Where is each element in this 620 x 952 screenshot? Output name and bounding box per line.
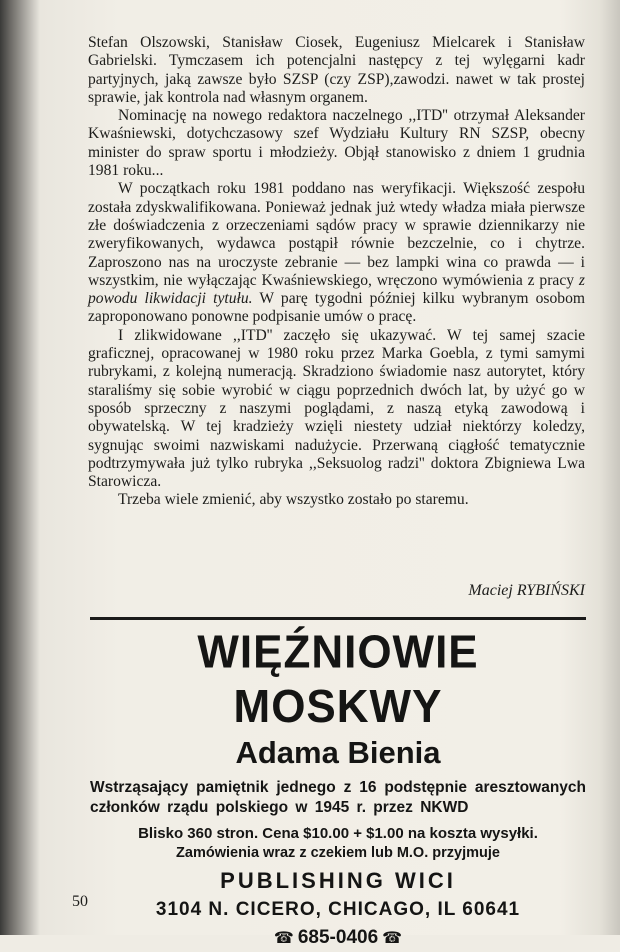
phone-icon: ☎	[273, 930, 294, 947]
article-text: W początkach roku 1981 poddano nas weryfikacji. Większość zespołu została zdyskwalifikowana. Ponieważ jednak już wtedy władza miała pierwsze złe doświadczenia z orzeczeniami sądów pracy w sprawie dziennikarzy nie zweryfikowanych, wydawca postąpił równie bezczelnie, co i chytrze. Zaproszono nas na uroczyste zebranie — bez lampki wina co prawda — i wszystkim, nie wyłączając Kwaśniewskiego, wręczono wymówienia z pracy	[88, 180, 585, 289]
article-paragraph: Stefan Olszowski, Stanisław Ciosek, Eugeniusz Mielcarek i Stanisław Gabrielski. Tymczasem ich potencjalni następcy z tej wylęgarni kadr partyjnych, jaką zawsze było SZSP (czy ZSP),zawodzi. nawet w tak prostej sprawie, jak kontrola nad własnym organem.	[88, 34, 585, 106]
ad-price: Blisko 360 stron. Cena $10.00 + $1.00 na koszta wysyłki.	[138, 825, 538, 842]
ad-publisher: PUBLISHING WICI	[220, 868, 456, 893]
book-advertisement	[90, 628, 586, 952]
page-number: 50	[72, 893, 88, 910]
phone-icon: ☎	[382, 930, 403, 947]
article-emphasis: z powodu likwidacji tytułu.	[88, 271, 585, 308]
article-paragraph: Nominację na nowego redaktora naczelnego ,,ITD'' otrzymał Aleksander Kwaśniewski, dotychczasowy szef Wydziału Kultury RN SZSP, obecny minister do spraw sportu i młodzieży. Objął stanowisko z dniem 1 grudnia 1981 roku...	[88, 107, 585, 180]
ad-book-title: WIĘŹNIOWIE MOSKWY	[197, 626, 479, 733]
article-text: W parę tygodni później kilku wybranym osobom zaproponowano ponowne podpisanie umów o pracę.	[88, 290, 586, 326]
article-paragraph: Trzeba wiele zmienić, aby wszystko zostało po staremu.	[118, 491, 469, 509]
article-paragraph	[88, 180, 585, 326]
ad-phone-number: 685-0406	[297, 927, 379, 948]
article-paragraph: I zlikwidowane ,,ITD'' zaczęło się ukazywać. W tej samej szacie graficznej, opracowanej w 1980 roku przez Marka Goebla, z tymi samymi rubrykami, z kolejną numeracją. Skradziono świadomie nasz autorytet, który staraliśmy się sobie wyrobić w ciągu poprzednich dwóch lat, by użyć go w sposób sprzeczny z naszymi poglądami, z naszą etyką zawodową i obywatelską. W tej kradzieży wzięli niestety udział niektórzy koledzy, sygnując swoimi nazwiskami nadużycie. Przerwaną ciągłość tematycznie podtrzymywała już tylko rubryka ,,Seksuolog radzi'' doktora Zbigniewa Lwa Starowicza.	[88, 326, 585, 491]
section-divider	[90, 617, 586, 620]
author-signature: Maciej RYBIŃSKI	[468, 582, 585, 599]
ad-description: Wstrząsający pamiętnik jednego z 16 podstępnie aresztowanych członków rządu polskiego w 1945 r. przez NKWD	[90, 779, 586, 816]
article-column	[88, 34, 585, 510]
ad-phone	[90, 925, 586, 952]
ad-address: 3104 N. CICERO, CHICAGO, IL 60641	[155, 899, 521, 920]
ad-order-info: Zamówienia wraz z czekiem lub M.O. przyjmuje	[176, 845, 500, 861]
ad-book-author: Adama Bienia	[235, 735, 441, 770]
